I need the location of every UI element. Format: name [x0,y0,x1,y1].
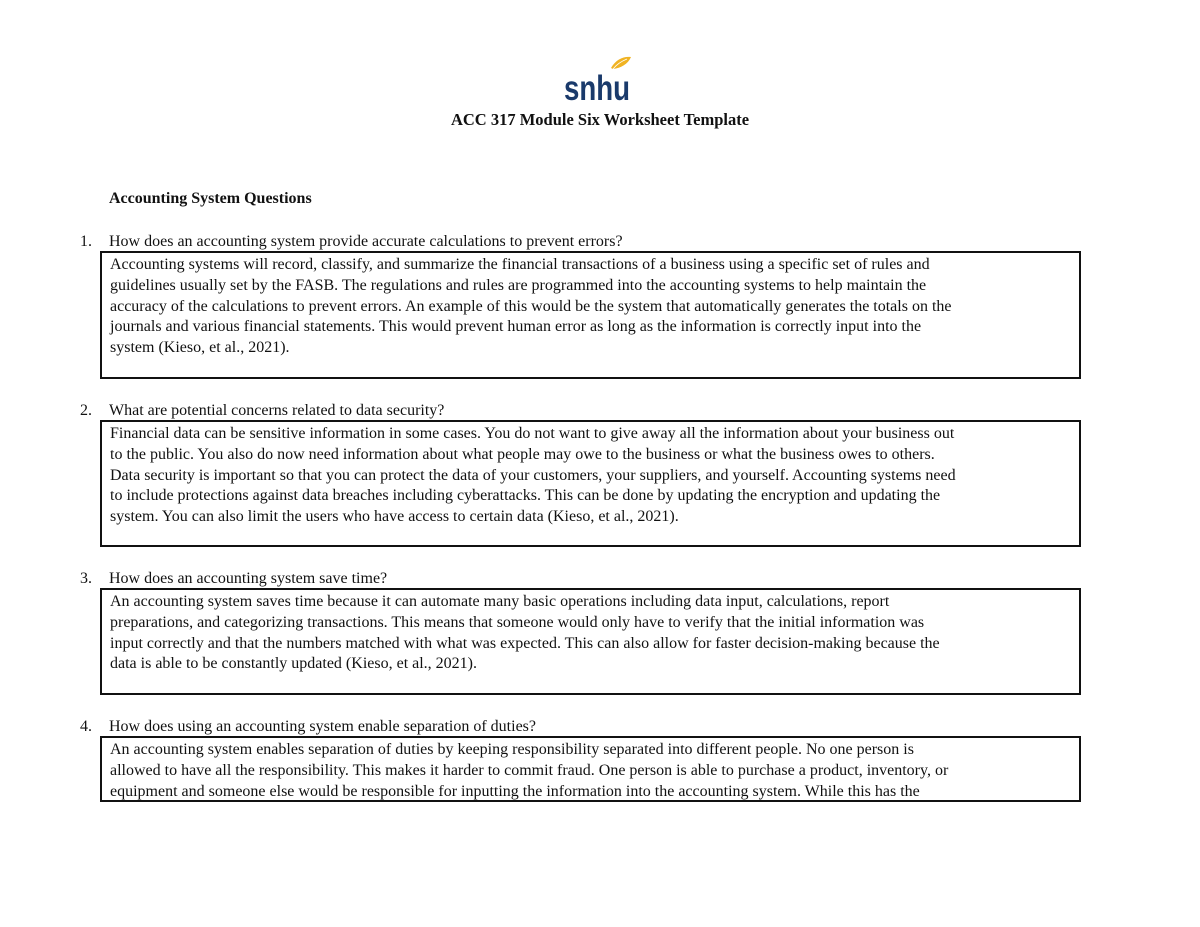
leaf-icon [611,57,631,69]
answer-text: An accounting system enables separation of duties by keeping responsibility separated into different people. No one person is allowed to have all the responsibility. This makes it harder to commit fraud. One person is able to purchase a product, inventory, or equipment and someone else would be responsible for inputting the information into the accounting system. While this has the [110,741,949,800]
question-text: What are potential concerns related to data security? [109,402,445,419]
snhu-logo [561,54,641,104]
answer-box[interactable] [100,420,1081,547]
logo-text: snhu [564,69,630,104]
question-text: How does an accounting system provide accurate calculations to prevent errors? [109,233,623,250]
question-text: How does an accounting system save time? [109,570,388,587]
answer-text: Accounting systems will record, classify, and summarize the financial transactions of a business using a specific set of rules and guidelines usually set by the FASB. The regulations and rules are programmed into the accounting systems to help maintain the accuracy of the calculations to prevent errors. An example of this would be the system that automatically generates the totals on the journals and various financial statements. This would prevent human error as long as the information is correctly input into the system (Kieso, et al., 2021). [110,256,952,357]
answer-box[interactable] [100,736,1081,802]
section-heading: Accounting System Questions [109,190,312,207]
answer-text: An accounting system saves time because it can automate many basic operations including data input, calculations, report preparations, and categorizing transactions. This means that someone would only have to verify that the initial information was input correctly and that the numbers matched with what was expected. This can also allow for faster decision-making because the data is able to be constantly updated (Kieso, et al., 2021). [110,593,940,673]
question-number: 4. [80,718,92,735]
answer-box[interactable] [100,251,1081,379]
question-number: 3. [80,570,92,587]
question-number: 2. [80,402,92,419]
question-number: 1. [80,233,92,250]
answer-text: Financial data can be sensitive information in some cases. You do not want to give away all the information about your business out to the public. You also do now need information about what people may owe to the business or what the business owes to others. Data security is important so that you can protect the data of your customers, your suppliers, and yourself. Accounting systems need to include protections against data breaches including cyberattacks. This can be done by updating the encryption and updating the system. You can also limit the users who have access to certain data (Kieso, et al., 2021). [110,425,956,526]
answer-box[interactable] [100,588,1081,695]
page-title: ACC 317 Module Six Worksheet Template [450,110,750,129]
question-text: How does using an accounting system enable separation of duties? [109,718,536,735]
